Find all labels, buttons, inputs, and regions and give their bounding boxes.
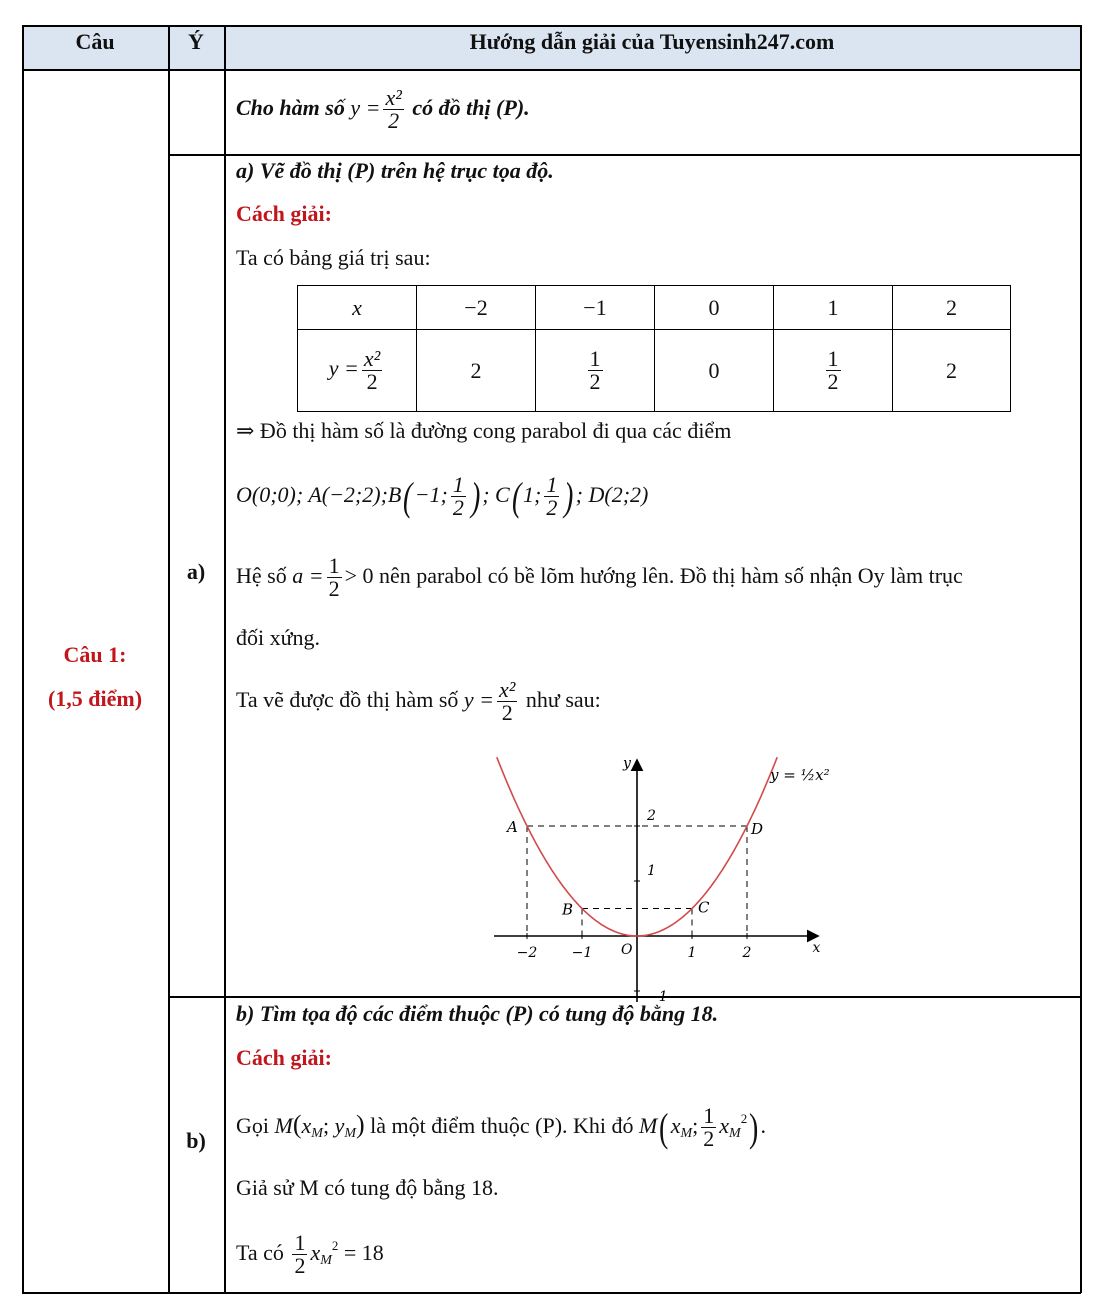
y-cell-den: 2 — [827, 369, 839, 394]
header-y: Ý — [188, 29, 204, 54]
value-table — [297, 285, 1011, 412]
draw-y: y = — [463, 687, 495, 712]
y-label-num: x² — [363, 346, 381, 371]
coef-pre: Hệ số — [236, 563, 287, 588]
b3-x: x — [310, 1240, 321, 1265]
y-tick-label: 1 — [647, 863, 656, 879]
y-cell: 2 — [893, 330, 1011, 412]
x-tick-label: −1 — [571, 945, 593, 961]
intro-pre: Cho hàm số — [236, 95, 345, 120]
col-divider-1 — [168, 25, 170, 1293]
draw-line — [236, 672, 601, 728]
y-cell-num: 1 — [589, 346, 601, 371]
coef-num: 1 — [328, 553, 340, 579]
b-x-sub: M — [311, 1126, 323, 1141]
intro-frac-num: x² — [385, 85, 402, 111]
y-cell: 0 — [655, 330, 774, 412]
table-intro: Ta có bảng giá trị sau: — [236, 245, 431, 270]
coef-post: > 0 nên parabol có bề lõm hướng lên. Đồ thị hàm số nhận Oy làm trục — [344, 563, 963, 588]
b-m-label-2: M — [639, 1113, 658, 1138]
point-label-c: C — [698, 898, 710, 917]
x-tick-label: 2 — [742, 945, 752, 961]
point-label-a: A — [507, 818, 518, 836]
draw-pre: Ta vẽ được đồ thị hàm số — [236, 687, 459, 712]
y-label-cell — [298, 330, 417, 412]
part-b-marker: b) — [186, 1128, 206, 1153]
x-cell: −1 — [536, 286, 655, 330]
b3-x-sub: M — [320, 1253, 332, 1268]
intro-post: có đồ thị (P). — [412, 95, 530, 120]
part-a-method: Cách giải: — [236, 201, 332, 226]
x-axis-label: x — [812, 940, 821, 956]
x-cell: 1 — [774, 286, 893, 330]
point-label-d: D — [751, 820, 764, 838]
coef-line — [236, 548, 963, 604]
coef-var: a = — [292, 563, 324, 588]
draw-num: x² — [499, 677, 516, 703]
b-x3: x — [719, 1113, 730, 1138]
intro-frac-den: 2 — [388, 108, 400, 134]
x-cell: 2 — [893, 286, 1011, 330]
point-c-num: 1 — [546, 472, 558, 498]
part-b-method: Cách giải: — [236, 1045, 332, 1070]
y-tick-label: −1 — [647, 989, 668, 1005]
x-label-cell: x — [298, 286, 417, 330]
border-bottom — [22, 1292, 1081, 1294]
row-divider-b — [168, 996, 1081, 998]
origin-label: O — [621, 942, 633, 958]
point-b-label: B — [387, 482, 402, 507]
b-line3-pre: Ta có — [236, 1240, 284, 1265]
draw-post: như sau: — [525, 687, 601, 712]
b-x2-sub: M — [680, 1126, 693, 1141]
part-b-title: b) Tìm tọa độ các điểm thuộc (P) có tung độ bằng 18. — [236, 1001, 719, 1026]
draw-den: 2 — [501, 700, 513, 726]
part-b-line-2: Giả sử M có tung độ bằng 18. — [236, 1175, 499, 1200]
border-top — [22, 25, 1081, 27]
part-b-line-3 — [236, 1218, 384, 1289]
b-half-num: 1 — [703, 1103, 715, 1129]
part-a-title: a) Vẽ đồ thị (P) trên hệ trục tọa độ. — [236, 158, 554, 183]
point-d: ; D(2;2) — [575, 482, 649, 507]
header-guide: Hướng dẫn giải của Tuyensinh247.com — [469, 29, 835, 54]
y-cell — [774, 330, 893, 412]
question-points: (1,5 điểm) — [47, 686, 143, 711]
point-c-x: 1; — [523, 482, 542, 507]
y-cell-num: 1 — [827, 346, 839, 371]
point-label-b: B — [562, 900, 574, 919]
b3-half-num: 1 — [294, 1230, 306, 1256]
parabola-graph — [460, 752, 860, 1005]
conclusion-line: ⇒ Đồ thị hàm số là đường cong parabol đi qua các điểm — [236, 418, 732, 443]
header-divider — [22, 69, 1081, 71]
points-line: O(0;0); A(−2;2);B(−1; $\frac{1}{2}$ ); C(1; $\frac{1}{2}$ ); D(2;2) — [236, 472, 649, 521]
intro-y-eq: y = — [350, 95, 381, 120]
b-x3-sub: M — [729, 1126, 741, 1141]
col-divider-2 — [224, 25, 226, 1293]
y-tick-label: 2 — [647, 808, 656, 824]
function-label: y = ½x² — [770, 766, 830, 784]
b3-half-den: 2 — [294, 1253, 306, 1279]
y-label-den: 2 — [366, 369, 378, 394]
point-b-x: −1; — [414, 482, 448, 507]
y-cell — [536, 330, 655, 412]
b3-x-sq: 2 — [331, 1238, 339, 1253]
point-o: O(0;0); — [236, 482, 304, 507]
x-tick-label: −2 — [516, 945, 538, 961]
b-line3-post: = 18 — [343, 1240, 384, 1265]
point-c-den: 2 — [546, 495, 558, 521]
b-line1-pre: Gọi — [236, 1113, 269, 1138]
y-axis-label: y — [623, 755, 631, 772]
b-line1-mid: là một điểm thuộc (P). Khi đó — [370, 1113, 634, 1138]
y-cell-den: 2 — [589, 369, 601, 394]
point-a: A(−2;2); — [308, 482, 388, 507]
coef-line-2: đối xứng. — [236, 625, 321, 650]
b-y-sub: M — [344, 1126, 356, 1141]
b-y: y — [334, 1113, 345, 1138]
coef-den: 2 — [328, 576, 340, 602]
b-x3-sq: 2 — [740, 1111, 748, 1126]
border-right — [1080, 25, 1082, 1293]
point-b-num: 1 — [452, 472, 464, 498]
part-a-marker: a) — [186, 559, 206, 584]
value-table-y-row — [298, 330, 1011, 412]
point-c-label: ; C — [482, 482, 510, 507]
value-table-x-row — [298, 286, 1011, 330]
part-b-line-1: Gọi $M(x_M$; $y_M$) là một điểm thuộc (P). Khi đó $M(x_M$; $\frac{1}{2}$ $x_M^2$). — [236, 1103, 767, 1152]
row-divider-intro — [168, 154, 1081, 156]
x-cell: −2 — [417, 286, 536, 330]
intro-line — [236, 80, 530, 136]
question-label: Câu 1: — [63, 642, 127, 667]
b-half-den: 2 — [703, 1126, 715, 1152]
b-x2: x — [670, 1113, 681, 1138]
b-m-label: M — [274, 1113, 293, 1138]
b-x: x — [301, 1113, 312, 1138]
point-b-den: 2 — [452, 495, 464, 521]
y-cell: 2 — [417, 330, 536, 412]
x-cell: 0 — [655, 286, 774, 330]
y-label-pre: y = — [328, 355, 359, 381]
header-cau: Câu — [75, 29, 115, 54]
x-tick-label: 1 — [687, 945, 697, 961]
